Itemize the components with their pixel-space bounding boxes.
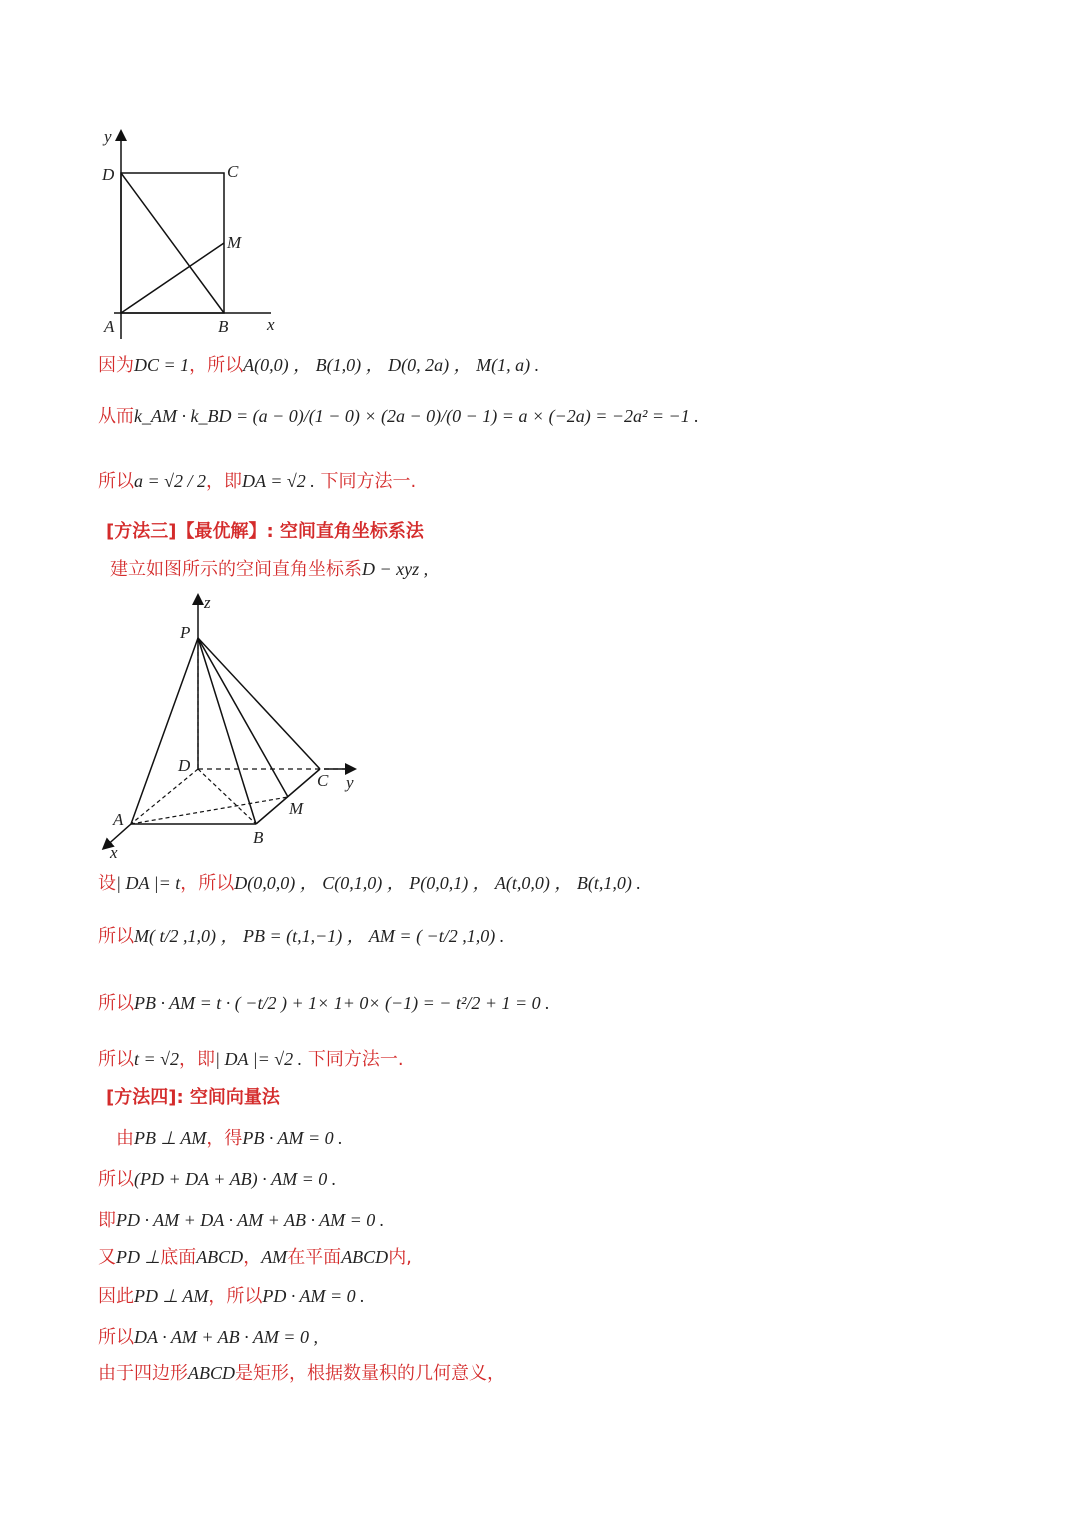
line-pd-perp-base: 又PD ⊥底面ABCD，AM在平面ABCD内, <box>98 1247 412 1268</box>
line-vectors: 所以M( t/2 ,1,0) ， PB = (t,1,−1) ， AM = ( −t/2 ,1,0) . <box>98 926 505 947</box>
line-slope-product: 从而k_AM · k_BD = (a − 0)/(1 − 0) × (2a − 0)/(0 − 1) = a × (−2a) = −2a² = −1 . <box>98 406 699 427</box>
label-a: A <box>104 317 115 336</box>
line-solve-a: 所以a = √2 / 2，即DA = √2 . 下同方法一. <box>98 471 417 492</box>
label-z: z <box>204 593 211 612</box>
label-c: C <box>317 771 329 790</box>
figure-pyramid <box>96 590 376 865</box>
line-pd-perp-am: 因此PD ⊥ AM，所以PD · AM = 0 . <box>98 1286 365 1307</box>
segment-am <box>121 243 224 313</box>
label-y: y <box>104 127 112 146</box>
line-da-ab-sum: 所以DA · AM + AB · AM = 0 , <box>98 1327 318 1348</box>
heading-method-4: [方法四]: 空间向量法 <box>106 1087 280 1108</box>
heading-method-3: [方法三]【最优解】: 空间直角坐标系法 <box>106 521 424 542</box>
line-dot-product: 所以PB · AM = t · ( −t/2 ) + 1× 1+ 0× (−1) = − t²/2 + 1 = 0 . <box>98 993 550 1014</box>
label-d: D <box>178 756 191 775</box>
label-a: A <box>113 810 124 829</box>
line-coordinates: 因为DC = 1，所以A(0,0) ， B(1,0) ， D(0, 2a) ， M(1, a) . <box>98 355 540 376</box>
edge-am <box>131 797 288 824</box>
label-m: M <box>289 799 304 818</box>
label-y: y <box>346 773 354 792</box>
label-b: B <box>218 317 229 336</box>
label-p: P <box>180 623 191 642</box>
figure-rectangle-abcd <box>96 124 296 344</box>
label-c: C <box>227 162 239 181</box>
line-pb-perp-am: 由PB ⊥ AM，得PB · AM = 0 . <box>116 1128 343 1149</box>
label-x: x <box>110 843 118 862</box>
edge-pm <box>198 638 288 797</box>
line-expand: 即PD · AM + DA · AM + AB · AM = 0 . <box>98 1210 385 1231</box>
label-x: x <box>267 315 275 334</box>
label-b: B <box>253 828 264 847</box>
edge-pc <box>198 638 320 769</box>
line-set-coordinate-system: 建立如图所示的空间直角坐标系D − xyz , <box>110 559 429 580</box>
segment-db <box>121 173 224 313</box>
line-decompose: 所以(PD + DA + AB) · AM = 0 . <box>98 1169 337 1190</box>
line-rectangle-meaning: 由于四边形ABCD是矩形，根据数量积的几何意义， <box>98 1363 505 1384</box>
line-set-da: 设| DA |= t，所以D(0,0,0) ， C(0,1,0) ， P(0,0,1) ， A(t,0,0) ， B(t,1,0) . <box>98 873 641 894</box>
label-m: M <box>227 233 242 252</box>
label-d: D <box>102 165 115 184</box>
line-solve-t: 所以t = √2，即| DA |= √2 . 下同方法一. <box>98 1049 404 1070</box>
edge-pb <box>198 638 256 824</box>
